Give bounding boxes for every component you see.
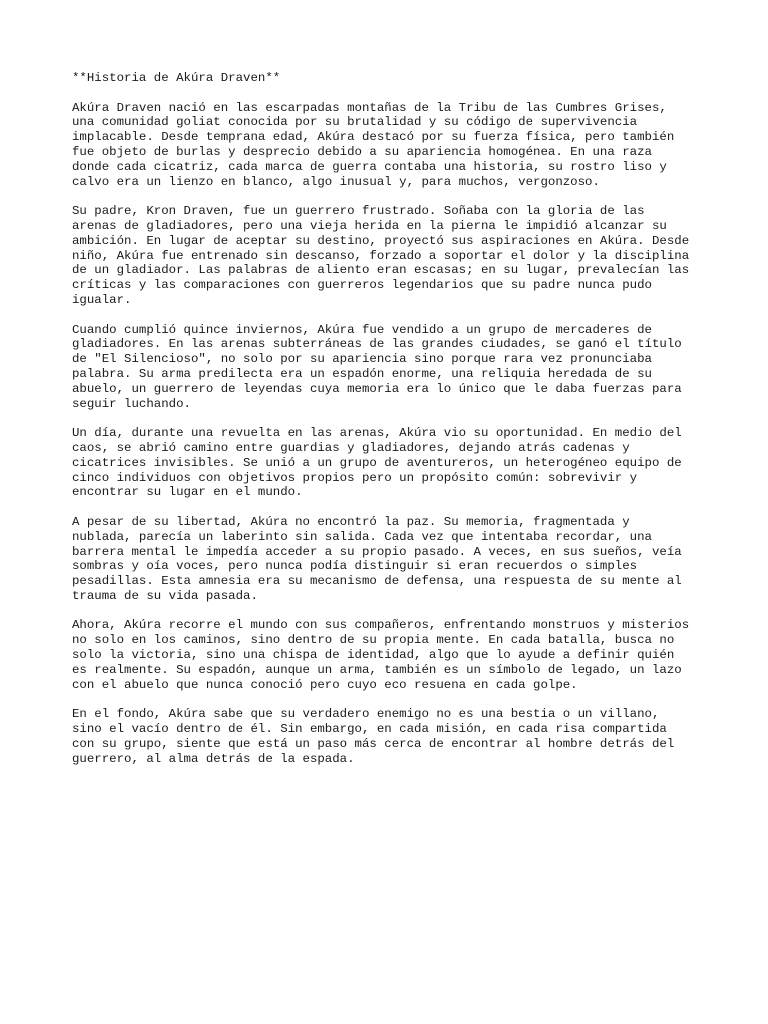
paragraph-line: fue objeto de burlas y desprecio debido a su apariencia homogénea. En una raza: [72, 144, 652, 159]
paragraph-line: críticas y las comparaciones con guerreros legendarios que su padre nunca pudo: [72, 278, 652, 293]
paragraph: [72, 204, 712, 308]
paragraph-line: calvo era un lienzo en blanco, algo inusual y, para muchos, vergonzoso.: [72, 174, 600, 189]
paragraph-line: de un gladiador. Las palabras de aliento eran escasas; en su lugar, prevalecían las: [72, 263, 690, 278]
paragraph: [72, 101, 712, 190]
paragraph-line: pesadillas. Esta amnesia era su mecanismo de defensa, una respuesta de su mente al: [72, 574, 682, 589]
paragraph-line: de "El Silencioso", no solo por su apariencia sino porque rara vez pronunciaba: [72, 352, 652, 367]
paragraph-line: sino el vacío dentro de él. Sin embargo, en cada misión, en cada risa compartida: [72, 722, 667, 737]
paragraph-line: arenas de gladiadores, pero una vieja herida en la pierna le impidió alcanzar su: [72, 218, 667, 233]
paragraph-line: cinco individuos con objetivos propios pero un propósito común: sobrevivir y: [72, 470, 638, 485]
paragraph-line: barrera mental le impedía acceder a su propio pasado. A veces, en sus sueños, veía: [72, 544, 682, 559]
paragraph-line: Su padre, Kron Draven, fue un guerrero frustrado. Soñaba con la gloria de las: [72, 204, 645, 219]
paragraph-line: es realmente. Su espadón, aunque un arma, también es un símbolo de legado, un lazo: [72, 662, 682, 677]
paragraph-line: igualar.: [72, 292, 132, 307]
paragraph-line: niño, Akúra fue entrenado sin descanso, forzado a soportar el dolor y la disciplina: [72, 248, 690, 263]
paragraph-line: nublada, parecía un laberinto sin salida. Cada vez que intentaba recordar, una: [72, 529, 652, 544]
paragraph: [72, 515, 712, 604]
paragraph-line: cicatrices invisibles. Se unió a un grupo de aventureros, un heterogéneo equipo de: [72, 455, 682, 470]
paragraph-line: Akúra Draven nació en las escarpadas montañas de la Tribu de las Cumbres Grises,: [72, 100, 667, 115]
paragraph-line: palabra. Su arma predilecta era un espadón enorme, una reliquia heredada de su: [72, 366, 652, 381]
paragraph-line: Un día, durante una revuelta en las arenas, Akúra vio su oportunidad. En medio del: [72, 426, 682, 441]
paragraph-line: una comunidad goliat conocida por su brutalidad y su código de supervivencia: [72, 115, 638, 130]
paragraph-line: A pesar de su libertad, Akúra no encontró la paz. Su memoria, fragmentada y: [72, 514, 630, 529]
document-body: [72, 101, 712, 767]
paragraph: [72, 323, 712, 412]
paragraph-line: guerrero, al alma detrás de la espada.: [72, 751, 355, 766]
paragraph: [72, 618, 712, 692]
paragraph-line: Ahora, Akúra recorre el mundo con sus compañeros, enfrentando monstruos y misterios: [72, 618, 690, 633]
paragraph-line: no solo en los caminos, sino dentro de su propia mente. En cada batalla, busca no: [72, 633, 675, 648]
paragraph-line: seguir luchando.: [72, 396, 191, 411]
paragraph-line: sombras y oía voces, pero nunca podía distinguir si eran recuerdos o simples: [72, 559, 638, 574]
paragraph-line: abuelo, un guerrero de leyendas cuya memoria era lo único que le daba fuerzas para: [72, 381, 682, 396]
paragraph-line: Cuando cumplió quince inviernos, Akúra fue vendido a un grupo de mercaderes de: [72, 322, 652, 337]
paragraph: [72, 707, 712, 766]
paragraph: [72, 426, 712, 500]
paragraph-line: con el abuelo que nunca conoció pero cuyo eco resuena en cada golpe.: [72, 677, 578, 692]
paragraph-line: implacable. Desde temprana edad, Akúra destacó por su fuerza física, pero también: [72, 130, 675, 145]
paragraph-line: encontrar su lugar en el mundo.: [72, 485, 303, 500]
paragraph-line: trauma de su vida pasada.: [72, 588, 258, 603]
paragraph-line: gladiadores. En las arenas subterráneas de las grandes ciudades, se ganó el título: [72, 337, 682, 352]
paragraph-line: En el fondo, Akúra sabe que su verdadero enemigo no es una bestia o un villano,: [72, 707, 660, 722]
document-page: [72, 71, 712, 781]
paragraph-line: con su grupo, siente que está un paso más cerca de encontrar al hombre detrás del: [72, 736, 675, 751]
paragraph-line: ambición. En lugar de aceptar su destino, proyectó sus aspiraciones en Akúra. Desde: [72, 233, 690, 248]
document-title: **Historia de Akúra Draven**: [72, 71, 281, 85]
paragraph-line: donde cada cicatriz, cada marca de guerra contaba una historia, su rostro liso y: [72, 159, 667, 174]
paragraph-line: caos, se abrió camino entre guardias y gladiadores, dejando atrás cadenas y: [72, 440, 630, 455]
paragraph-line: solo la victoria, sino una chispa de identidad, algo que lo ayude a definir quién: [72, 648, 675, 663]
